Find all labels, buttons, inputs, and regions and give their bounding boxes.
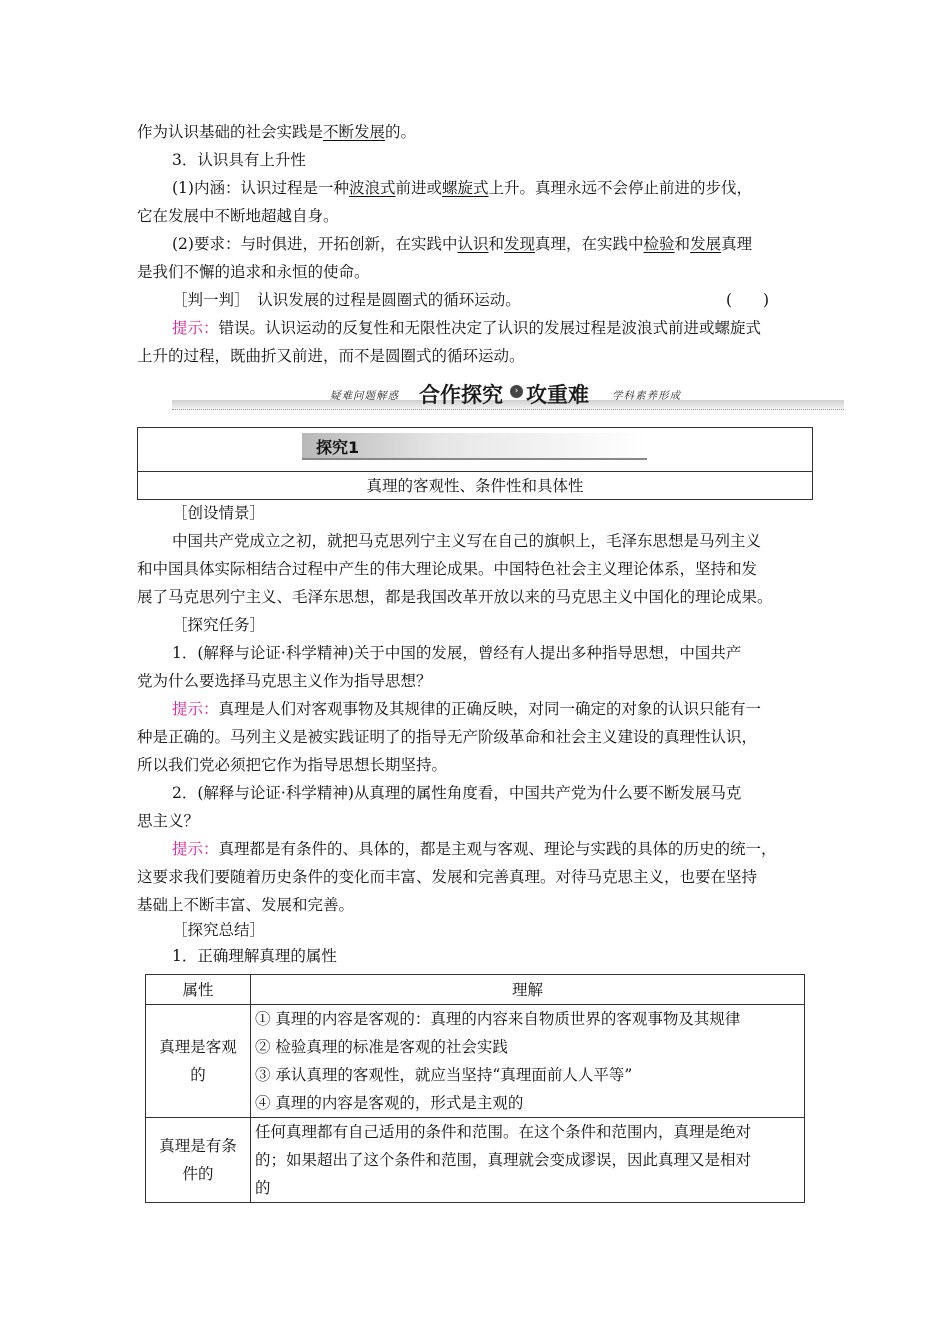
question-2-line-2: 思主义？ <box>137 812 200 830</box>
answer-2-line-2: 这要求我们要随着历史条件的变化而丰富、发展和完善真理。对待马克思主义，也要在坚持 <box>137 868 758 886</box>
chevron-right-icon: › <box>510 385 523 398</box>
table-cell-understanding: 任何真理都有自己适用的条件和范围。在这个条件和范围内，真理是绝对 的；如果超出了这个条件和范围，真理就会变成谬误，因此真理又是相对 的 <box>251 1118 805 1203</box>
tasks-label: ［探究任务］ <box>172 616 266 634</box>
inquiry-box <box>137 427 813 500</box>
table-header-row <box>146 975 805 1005</box>
scenario-line-1: 中国共产党成立之初，就把马克思列宁主义写在自己的旗帜上，毛泽东思想是马列主义 <box>172 532 762 550</box>
inquiry-topic: 真理的客观性、条件性和具体性 <box>366 477 584 495</box>
judge-answer-blank: ( ) <box>726 291 770 309</box>
table-cell-attribute: 真理是有条 件的 <box>146 1118 251 1203</box>
judge-question: ［判一判］ 认识发展的过程是圆圈式的循环运动。 <box>172 291 521 309</box>
question-1-line-1: 1．(解释与论证·科学精神)关于中国的发展，曾经有人提出多种指导思想，中国共产 <box>172 644 742 662</box>
summary-item-1: 1．正确理解真理的属性 <box>172 947 337 965</box>
answer-1-line-3: 所以我们党必须把它作为指导思想长期坚持。 <box>137 756 448 774</box>
banner-divider <box>172 409 844 410</box>
banner-shade <box>172 400 844 412</box>
inquiry-tag: 探究1 <box>302 433 647 460</box>
connotation-line-1: (1)内涵：认识过程是一种波浪式前进或螺旋式上升。真理永远不会停止前进的步伐， <box>172 179 753 197</box>
scenario-line-3: 展了马克思列宁主义、毛泽东思想，都是我国改革开放以来的马克思主义中国化的理论成果。 <box>137 588 773 606</box>
section-banner <box>172 378 844 414</box>
question-2-line-1: 2．(解释与论证·科学精神)从真理的属性角度看，中国共产党为什么要不断发展马克 <box>172 784 742 802</box>
connotation-line-2: 它在发展中不断地超越自身。 <box>137 207 339 225</box>
question-1-line-2: 党为什么要选择马克思主义作为指导思想？ <box>137 672 432 690</box>
summary-label: ［探究总结］ <box>172 921 266 939</box>
answer-2-line-1: 提示：真理都是有条件的、具体的，都是主观与客观、理论与实践的具体的历史的统一， <box>172 840 777 858</box>
banner-left-caption: 疑难问题解惑 <box>330 390 399 402</box>
intro-line-1: 作为认识基础的社会实践是不断发展的。 <box>137 123 417 141</box>
scenario-line-2: 和中国具体实际相结合过程中产生的伟大理论成果。中国特色社会主义理论体系，坚持和发 <box>137 560 758 578</box>
banner-right-caption: 学科素养形成 <box>612 390 681 402</box>
banner-title-right: 攻重难 <box>526 383 589 407</box>
answer-1-line-1: 提示：真理是人们对客观事物及其规律的正确反映，对同一确定的对象的认识只能有一 <box>172 700 762 718</box>
banner-title-left: 合作探究 <box>419 383 503 407</box>
table-header-attribute: 属性 <box>146 975 251 1005</box>
table-cell-understanding: ① 真理的内容是客观的：真理的内容来自物质世界的客观事物及其规律 ② 检验真理的标准是客观的社会实践 ③ 承认真理的客观性，就应当坚持“真理面前人人平等” ④ 真理的内容是客观的，形式是主观的 <box>251 1005 805 1118</box>
table-row <box>146 1005 805 1118</box>
requirement-line-2: 是我们不懈的追求和永恒的使命。 <box>137 263 370 281</box>
table-cell-attribute: 真理是客观 的 <box>146 1005 251 1118</box>
table-header-understanding: 理解 <box>251 975 805 1005</box>
requirement-line-1: (2)要求：与时俱进，开拓创新，在实践中认识和发现真理，在实践中检验和发展真理 <box>172 235 753 253</box>
scenario-label: ［创设情景］ <box>172 504 266 522</box>
answer-2-line-3: 基础上不断丰富、发展和完善。 <box>137 896 355 914</box>
judge-hint-line-2: 上升的过程，既曲折又前进，而不是圆圈式的循环运动。 <box>137 347 525 365</box>
truth-attributes-table <box>145 974 805 1203</box>
section-3-heading: 3．认识具有上升性 <box>172 151 306 169</box>
table-row <box>146 1118 805 1203</box>
judge-hint-line-1: 提示：错误。认识运动的反复性和无限性决定了认识的发展过程是波浪式前进或螺旋式 <box>172 319 762 337</box>
answer-1-line-2: 种是正确的。马列主义是被实践证明了的指导无产阶级革命和社会主义建设的真理性认识， <box>137 728 758 746</box>
